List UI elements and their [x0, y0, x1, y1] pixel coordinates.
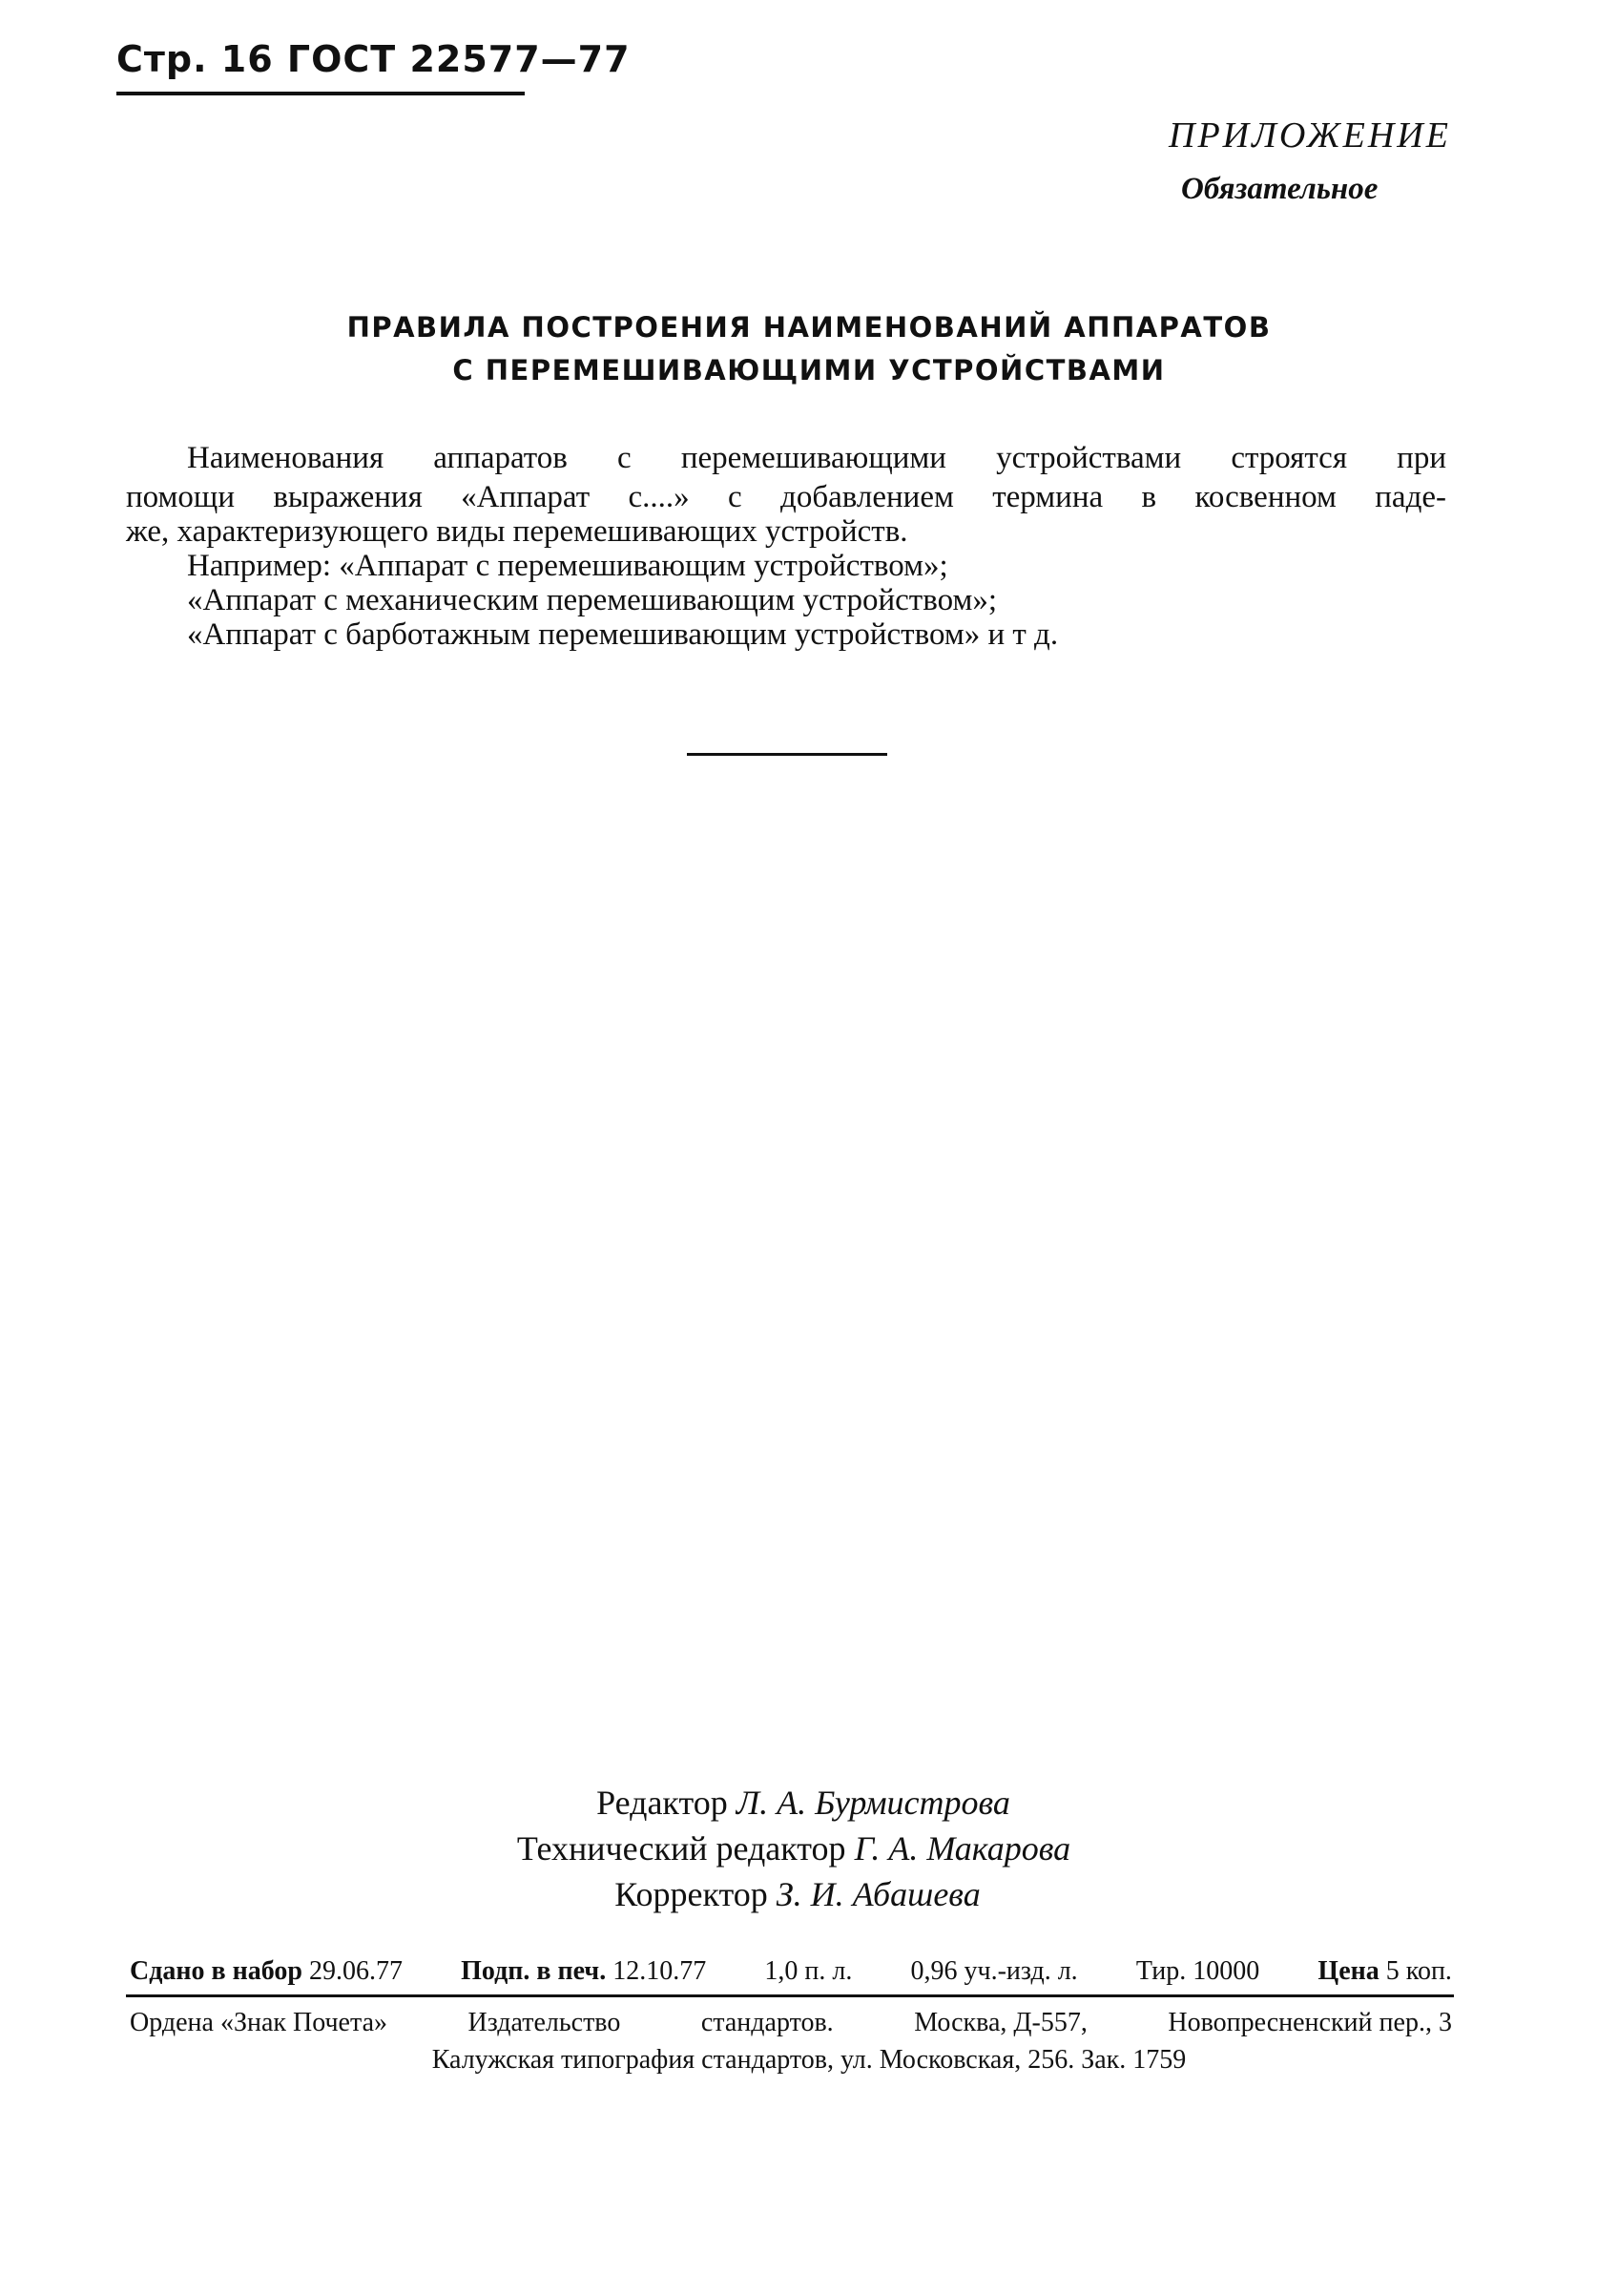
credit-role: Корректор: [614, 1875, 768, 1913]
appendix-subtitle: Обязательное: [1181, 172, 1379, 206]
imprint-publisher-part: Москва, Д-557,: [914, 2008, 1088, 2037]
imprint-publisher-part: стандартов.: [700, 2008, 834, 2037]
imprint-printer: Калужская типография стандартов, ул. Московская, 256. Зак. 1759: [431, 2045, 1187, 2075]
imprint-edition-sheets: 0,96 уч.-изд. л.: [910, 1956, 1078, 1986]
imprint-publisher-part: Ордена «Знак Почета»: [130, 2008, 387, 2037]
credit-name: Л. А. Бурмистрова: [736, 1784, 1010, 1822]
credit-name: З. И. Абашева: [776, 1875, 981, 1913]
credit-name: Г. А. Макарова: [854, 1829, 1071, 1868]
credit-proofreader: [0, 1874, 1607, 1914]
credit-technical-editor: [0, 1828, 1603, 1868]
credit-role: Технический редактор: [516, 1829, 846, 1868]
imprint-divider: [126, 1994, 1454, 1997]
credit-role: Редактор: [596, 1784, 728, 1822]
body-line-5: «Аппарат с механическим перемешивающим устройством»;: [187, 583, 998, 617]
credit-editor: [0, 1783, 1612, 1823]
body-line-4: Например: «Аппарат с перемешивающим устройством»;: [187, 549, 948, 583]
imprint-price: Цена 5 коп.: [1317, 1956, 1452, 1986]
imprint-publisher-part: Издательство: [467, 2008, 621, 2037]
imprint-print-run: Тир. 10000: [1135, 1956, 1260, 1986]
section-title-line-1: ПРАВИЛА ПОСТРОЕНИЯ НАИМЕНОВАНИЙ АППАРАТОВ: [346, 311, 1272, 344]
body-line-6: «Аппарат с барботажным перемешивающим устройством» и т д.: [187, 617, 1059, 652]
imprint-publisher: [130, 2008, 1452, 2038]
body-line-1: Наименования аппаратов с перемешивающими устройствами строятся при: [187, 441, 1446, 475]
imprint-publication-data: [130, 1956, 1452, 1987]
section-title-line-2: С ПЕРЕМЕШИВАЮЩИМИ УСТРОЙСТВАМИ: [452, 354, 1166, 386]
page-header: Стр. 16 ГОСТ 22577—77: [116, 38, 631, 80]
imprint-publisher-part: Новопресненский пер., 3: [1168, 2008, 1452, 2037]
body-line-2: помощи выражения «Аппарат с....» с добавлением термина в косвенном паде-: [126, 480, 1446, 514]
imprint-typeset-date: Сдано в набор 29.06.77: [130, 1956, 403, 1986]
section-divider: [687, 753, 887, 756]
body-line-3: же, характеризующего виды перемешивающих устройств.: [126, 514, 908, 549]
header-underline: [116, 92, 525, 95]
imprint-print-date: Подп. в печ. 12.10.77: [461, 1956, 707, 1986]
imprint-sheets: 1,0 п. л.: [764, 1956, 853, 1986]
appendix-title: ПРИЛОЖЕНИЕ: [1169, 115, 1451, 156]
